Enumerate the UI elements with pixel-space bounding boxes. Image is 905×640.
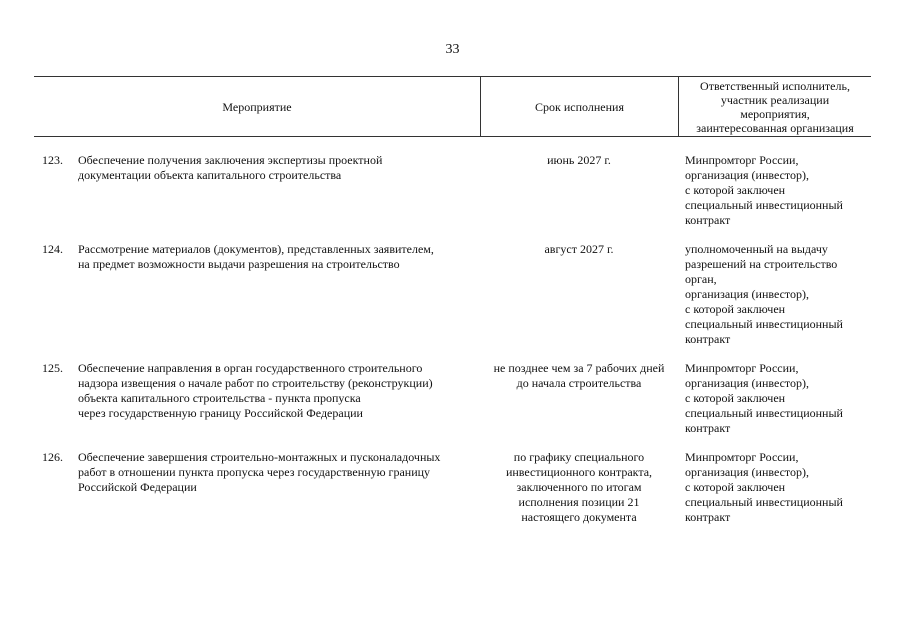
- activity-line: работ в отношении пункта пропуска через государственную границу: [78, 465, 431, 479]
- row-number: 126.: [42, 450, 63, 464]
- responsible-line: специальный инвестиционный: [685, 495, 843, 509]
- responsible-line: контракт: [685, 332, 731, 346]
- deadline-line: настоящего документа: [521, 510, 637, 524]
- activity-line: Российской Федерации: [78, 480, 197, 494]
- activity-line: объекта капитального строительства - пункта пропуска: [78, 391, 361, 405]
- deadline-line: август 2027 г.: [544, 242, 614, 256]
- responsible-line: контракт: [685, 510, 731, 524]
- row-responsible: [685, 242, 871, 347]
- row-activity: [78, 242, 478, 272]
- activity-line: надзора извещения о начале работ по строительству (реконструкции): [78, 376, 433, 390]
- activity-line: Обеспечение направления в орган государственного строительного: [78, 361, 423, 375]
- deadline-line: инвестиционного контракта,: [505, 465, 653, 479]
- header-activity: Мероприятие: [222, 99, 292, 114]
- responsible-line: с которой заключен: [685, 480, 786, 494]
- row-number: 124.: [42, 242, 63, 256]
- responsible-line: Минпромторг России,: [685, 361, 799, 375]
- row-deadline: [484, 450, 674, 525]
- deadline-line: до начала строительства: [516, 376, 642, 390]
- responsible-line: Минпромторг России,: [685, 450, 799, 464]
- responsible-line: контракт: [685, 213, 731, 227]
- row-number: 123.: [42, 153, 63, 167]
- deadline-line: июнь 2027 г.: [547, 153, 611, 167]
- activity-line: Обеспечение завершения строительно-монтажных и пусконаладочных: [78, 450, 441, 464]
- responsible-line: организация (инвестор),: [685, 376, 809, 390]
- responsible-line: контракт: [685, 421, 731, 435]
- deadline-line: по графику специального: [513, 450, 645, 464]
- header-responsible-line: Ответственный исполнитель,: [700, 78, 850, 93]
- responsible-line: организация (инвестор),: [685, 287, 809, 301]
- responsible-line: уполномоченный на выдачу: [685, 242, 828, 256]
- row-responsible: [685, 450, 871, 525]
- responsible-line: разрешений на строительство: [685, 257, 838, 271]
- responsible-line: с которой заключен: [685, 183, 786, 197]
- responsible-line: с которой заключен: [685, 302, 786, 316]
- header-responsible: [679, 77, 871, 136]
- row-activity: [78, 361, 478, 421]
- table-header-rule: [34, 136, 871, 137]
- deadline-line: исполнения позиции 21: [518, 495, 640, 509]
- deadline-line: заключенного по итогам: [516, 480, 642, 494]
- activity-line: через государственную границу Российской Федерации: [78, 406, 363, 420]
- row-activity: [78, 450, 478, 495]
- responsible-line: Минпромторг России,: [685, 153, 799, 167]
- row-deadline: [484, 153, 674, 168]
- responsible-line: орган,: [685, 272, 717, 286]
- responsible-line: организация (инвестор),: [685, 465, 809, 479]
- row-responsible: [685, 361, 871, 436]
- row-responsible: [685, 153, 871, 228]
- activity-line: на предмет возможности выдачи разрешения на строительство: [78, 257, 400, 271]
- row-deadline: [484, 242, 674, 257]
- row-activity: [78, 153, 478, 183]
- responsible-line: специальный инвестиционный: [685, 198, 843, 212]
- header-responsible-line: участник реализации: [720, 92, 830, 107]
- deadline-line: не позднее чем за 7 рабочих дней: [493, 361, 665, 375]
- activity-line: Обеспечение получения заключения экспертизы проектной: [78, 153, 383, 167]
- header-deadline: Срок исполнения: [535, 99, 624, 114]
- page-number: 33: [445, 42, 460, 57]
- row-deadline: [484, 361, 674, 391]
- activity-line: документации объекта капитального строительства: [78, 168, 342, 182]
- activity-line: Рассмотрение материалов (документов), представленных заявителем,: [78, 242, 434, 256]
- responsible-line: с которой заключен: [685, 391, 786, 405]
- responsible-line: специальный инвестиционный: [685, 406, 843, 420]
- responsible-line: специальный инвестиционный: [685, 317, 843, 331]
- responsible-line: организация (инвестор),: [685, 168, 809, 182]
- header-responsible-line: заинтересованная организация: [696, 120, 854, 135]
- row-number: 125.: [42, 361, 63, 375]
- header-responsible-line: мероприятия,: [740, 106, 810, 121]
